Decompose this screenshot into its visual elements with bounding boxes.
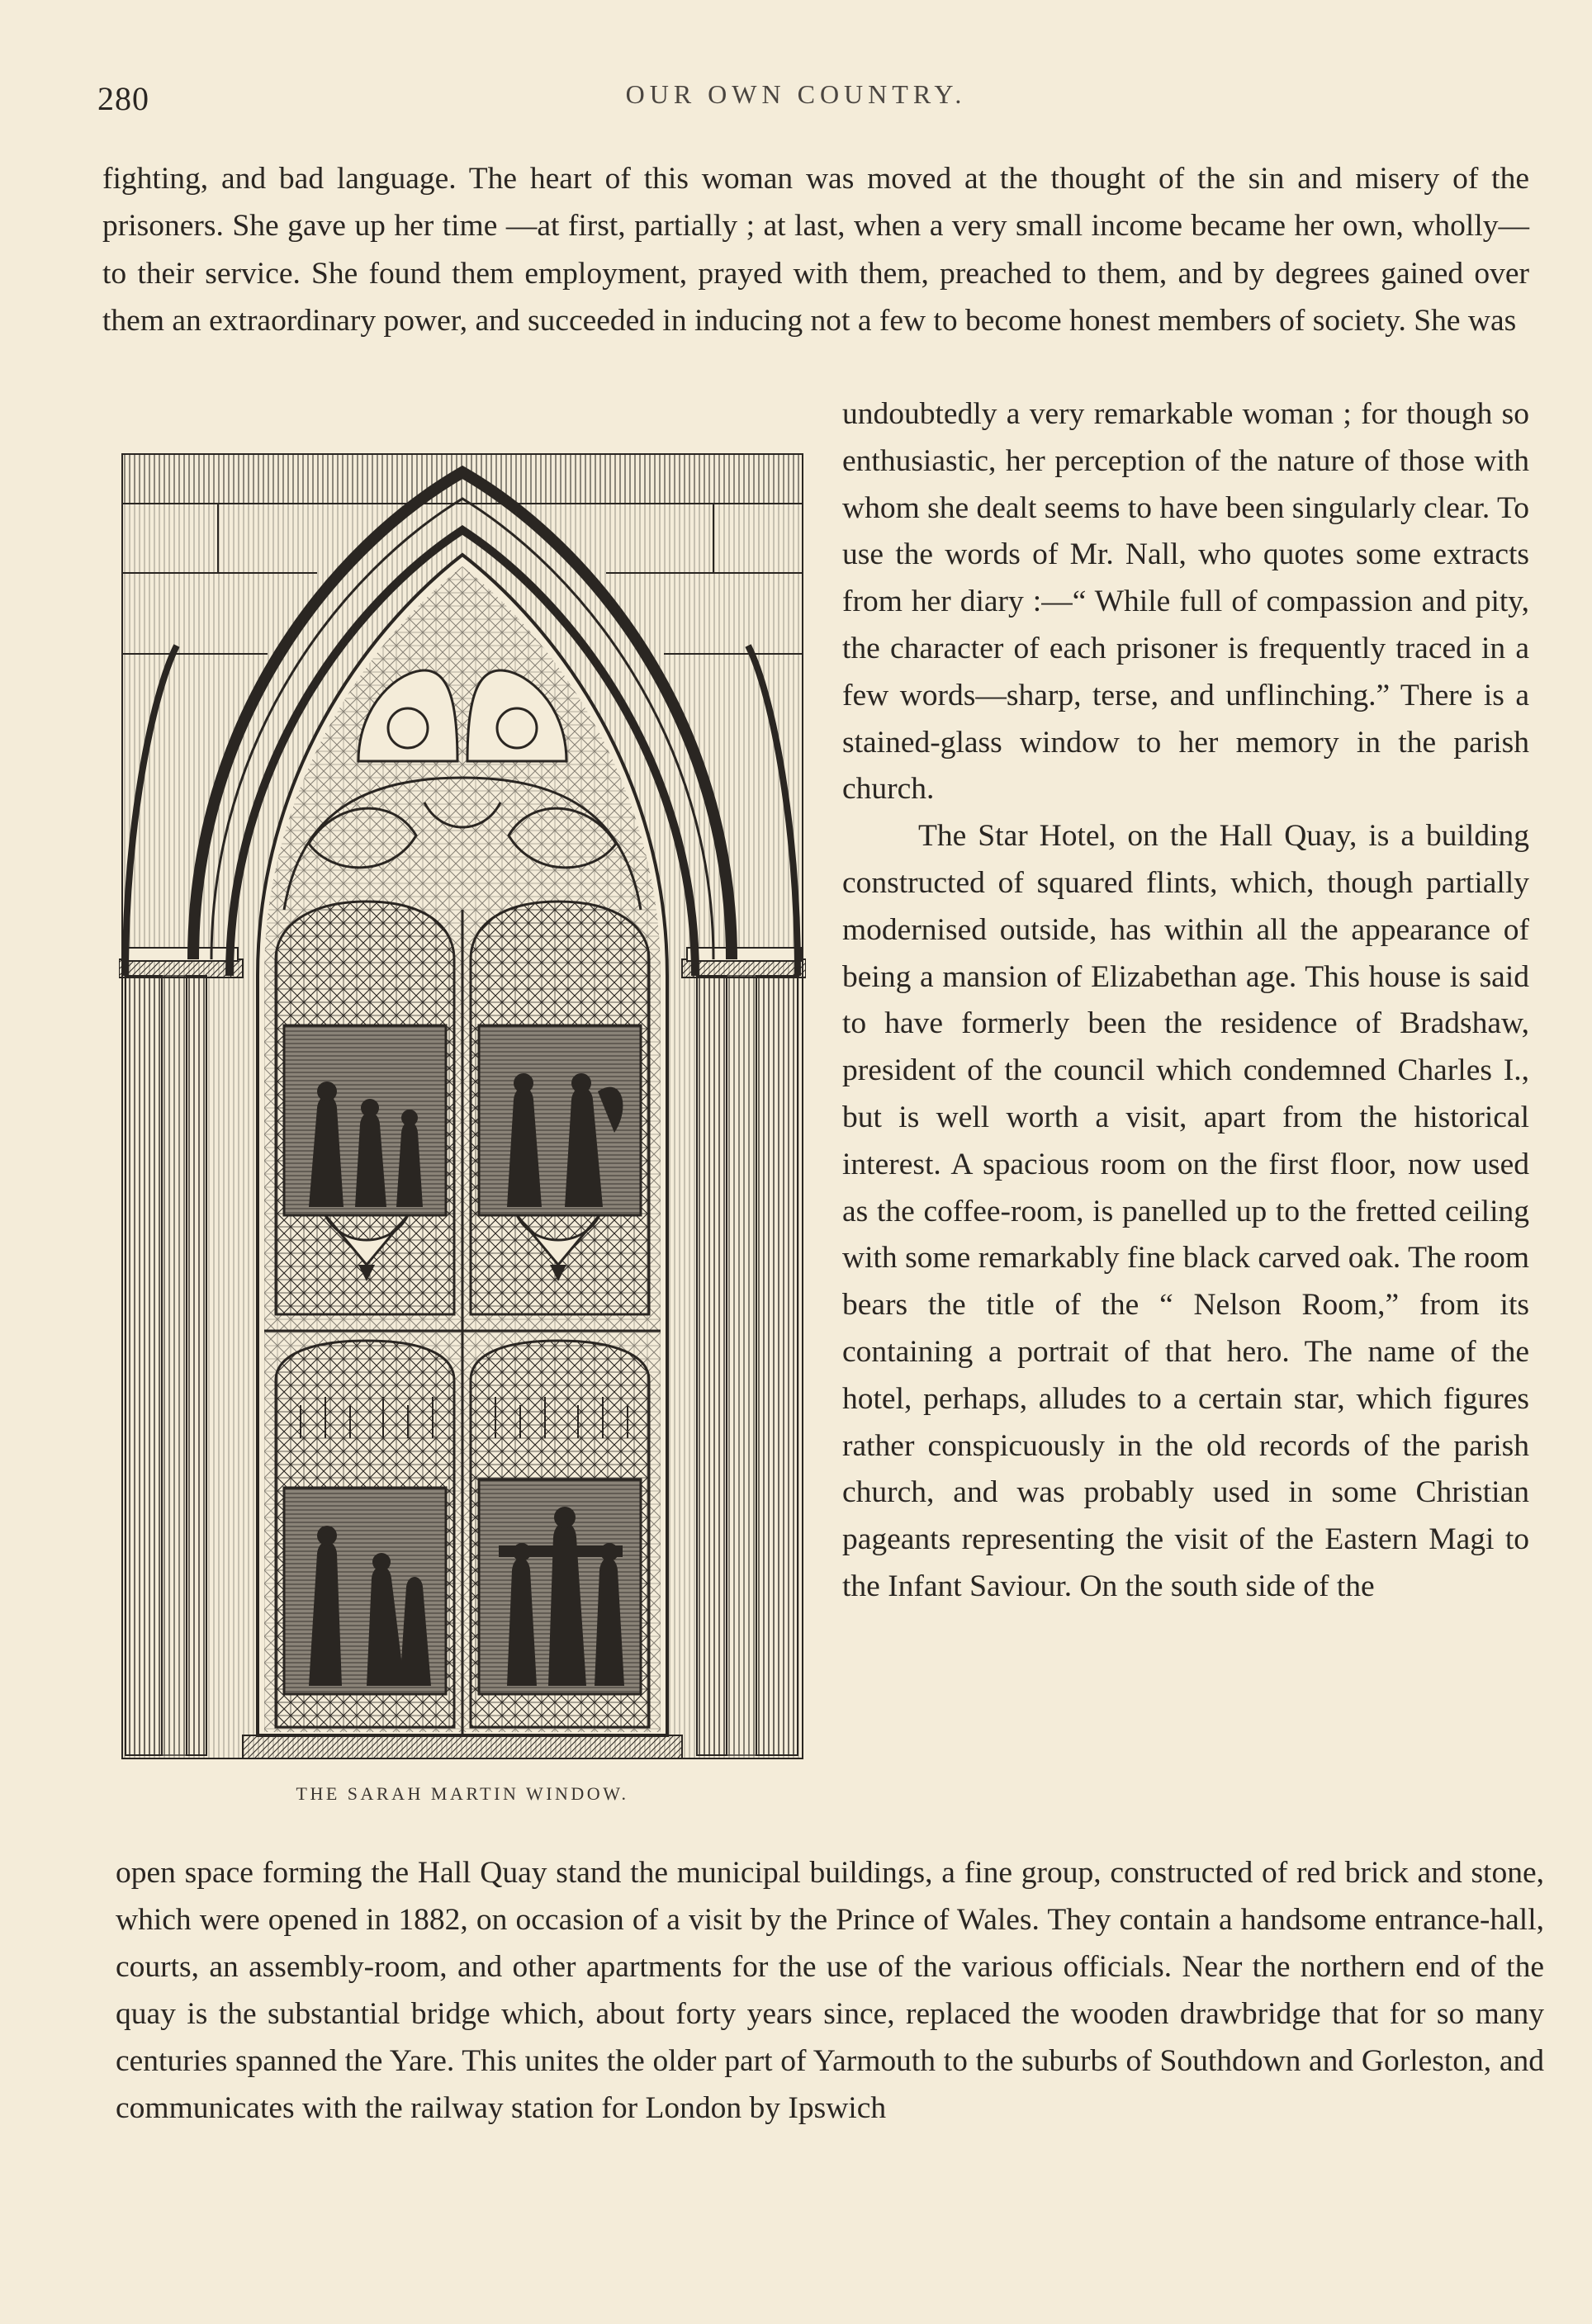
stained-glass-window-illustration	[119, 447, 806, 1762]
paragraph-right-1: undoubtedly a very remarkable woman ; for though so enthusiastic, her perception of the nature of those with whom she dealt seems to have been singularly clear. To use the words of Mr. Nall, who quotes some extracts from her diary :—“ While full of compassion and pity, the character of each prisoner is frequently traced in a few words—sharp, terse, and unflinching.” There is a stained-glass window to her memory in the parish church.	[842, 397, 1529, 807]
running-title: OUR OWN COUNTRY.	[625, 79, 967, 109]
page-number: 280	[97, 80, 149, 117]
figure-caption: THE SARAH MARTIN WINDOW.	[296, 1783, 629, 1804]
paragraph-top: fighting, and bad language. The heart of this woman was moved at the thought of the sin and misery of the prisoners. She gave up her time —at first, partially ; at last, when a very small income became her own, wholly—to their service. She found them employment, prayed with them, preached to them, and by degrees gained over them an extraordinary power, and succeeded in inducing not a few to become honest members of society. She was	[102, 162, 1529, 338]
right-column-text	[842, 391, 1529, 1611]
paragraph-right-2: The Star Hotel, on the Hall Quay, is a building constructed of squared flints, which, though partially modernised outside, has within all the appearance of being a mansion of Elizabethan age. This house is said to have formerly been the residence of Bradshaw, president of the council which condemned Charles I., but is well worth a visit, apart from the historical interest. A spacious room on the first floor, now used as the coffee-room, is panelled up to the fretted ceiling with some remarkably fine black carved oak. The room bears the title of the “ Nelson Room,” from its containing a portrait of that hero. The name of the hotel, perhaps, alludes to a certain star, which figures rather conspicuously in the old records of the parish church, and was probably used in some Christian pageants representing the visit of the Eastern Magi to the Infant Saviour. On the south side of the	[842, 819, 1529, 1603]
paragraph-bottom: open space forming the Hall Quay stand the municipal buildings, a fine group, constructed of red brick and stone, which were opened in 1882, on occasion of a visit by the Prince of Wales. They contain a handsome entrance-hall, courts, an assembly-room, and other apartments for the use of the various officials. Near the northern end of the quay is the substantial bridge which, about forty years since, replaced the wooden drawbridge that for so many centuries spanned the Yare. This unites the older part of Yarmouth to the suburbs of Southdown and Gorleston, and communicates with the railway station for London by Ipswich	[116, 1856, 1544, 2125]
window-engraving	[119, 447, 806, 1762]
